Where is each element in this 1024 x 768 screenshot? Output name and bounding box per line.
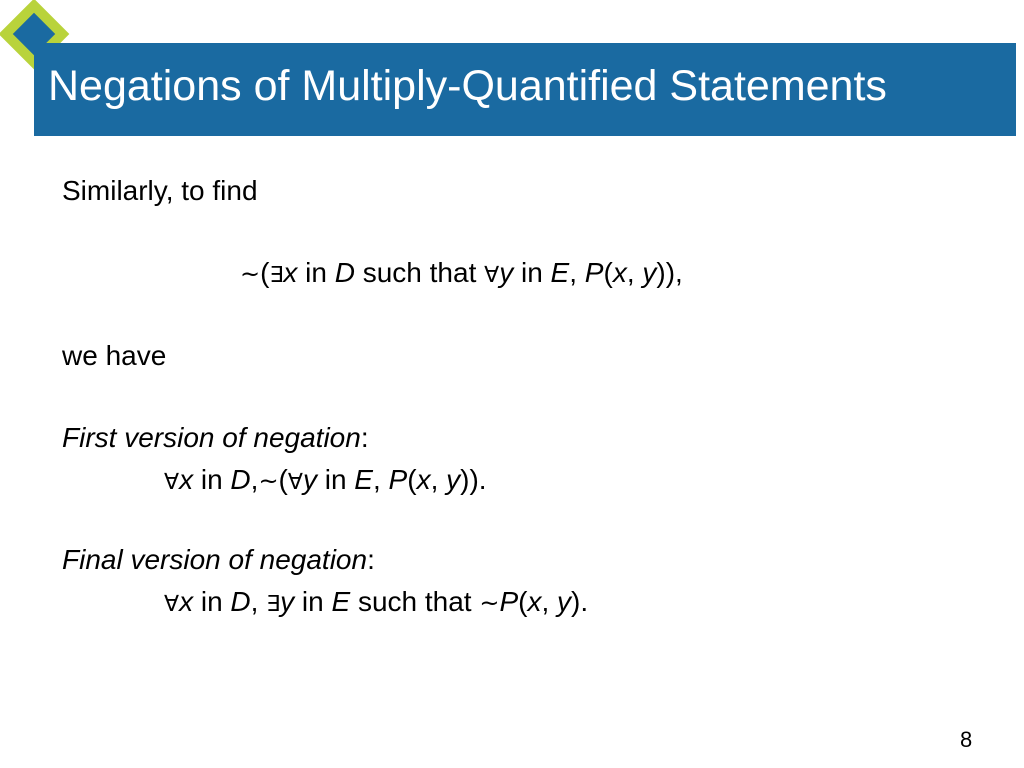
var-y: y — [642, 257, 657, 288]
set-D: D — [230, 464, 251, 495]
var-x: x — [179, 464, 194, 495]
we-have-text: we have — [62, 340, 167, 371]
forall-symbol: ∀ — [164, 470, 180, 495]
colon: : — [360, 422, 369, 453]
statement-formula — [240, 259, 683, 287]
final-version-heading — [62, 546, 375, 574]
final-version-label: Final version of negation — [62, 544, 368, 575]
predicate-P: P — [388, 464, 408, 495]
intro-text: Similarly, to find — [62, 175, 258, 206]
var-y: y — [280, 586, 295, 617]
forall-symbol: ∀ — [287, 470, 303, 495]
comma: , — [372, 464, 389, 495]
set-E: E — [354, 464, 373, 495]
comma: , — [569, 257, 585, 288]
word-in: in — [193, 586, 231, 617]
word-in: in — [297, 257, 335, 288]
word-in: in — [316, 464, 355, 495]
comma: , — [250, 586, 267, 617]
predicate-P: P — [499, 586, 519, 617]
colon: : — [367, 544, 375, 575]
comma: , — [430, 464, 447, 495]
first-version-heading — [62, 424, 369, 452]
paren: ( — [518, 586, 528, 617]
paren-close: )), — [656, 257, 683, 288]
forall-symbol: ∀ — [164, 592, 180, 617]
word-in: in — [193, 464, 231, 495]
exists-symbol: ∃ — [266, 592, 281, 617]
final-version-formula — [164, 588, 588, 616]
var-y: y — [557, 586, 572, 617]
set-D: D — [230, 586, 251, 617]
paren: ( — [278, 464, 288, 495]
first-version-formula — [164, 466, 487, 494]
var-y: y — [446, 464, 461, 495]
var-x: x — [612, 257, 627, 288]
predicate-P: P — [584, 257, 604, 288]
forall-symbol: ∀ — [484, 263, 500, 288]
word-in: in — [513, 257, 551, 288]
set-E: E — [550, 257, 570, 288]
var-x: x — [179, 586, 194, 617]
slide-title: Negations of Multiply-Quantified Statements — [48, 62, 887, 110]
negation-symbol: ~ — [240, 260, 261, 288]
negation-symbol: ~ — [258, 467, 279, 495]
comma: , — [541, 586, 558, 617]
such-that: such that — [354, 257, 485, 288]
comma: , — [250, 464, 259, 495]
var-y: y — [302, 464, 317, 495]
exists-symbol: ∃ — [269, 263, 284, 288]
such-that: such that — [350, 586, 480, 617]
paren: ( — [407, 464, 417, 495]
paren: ( — [603, 257, 613, 288]
word-in: in — [294, 586, 332, 617]
paren-close: ). — [571, 586, 589, 617]
var-y: y — [499, 257, 514, 288]
paren: ( — [260, 257, 270, 288]
set-E: E — [331, 586, 351, 617]
paren-close: )). — [460, 464, 487, 495]
negation-symbol: ~ — [479, 589, 500, 617]
comma: , — [626, 257, 643, 288]
first-version-label: First version of negation — [62, 422, 361, 453]
page-number: 8 — [960, 727, 973, 752]
set-D: D — [334, 257, 355, 288]
var-x: x — [527, 586, 542, 617]
var-x: x — [416, 464, 431, 495]
var-x: x — [283, 257, 298, 288]
